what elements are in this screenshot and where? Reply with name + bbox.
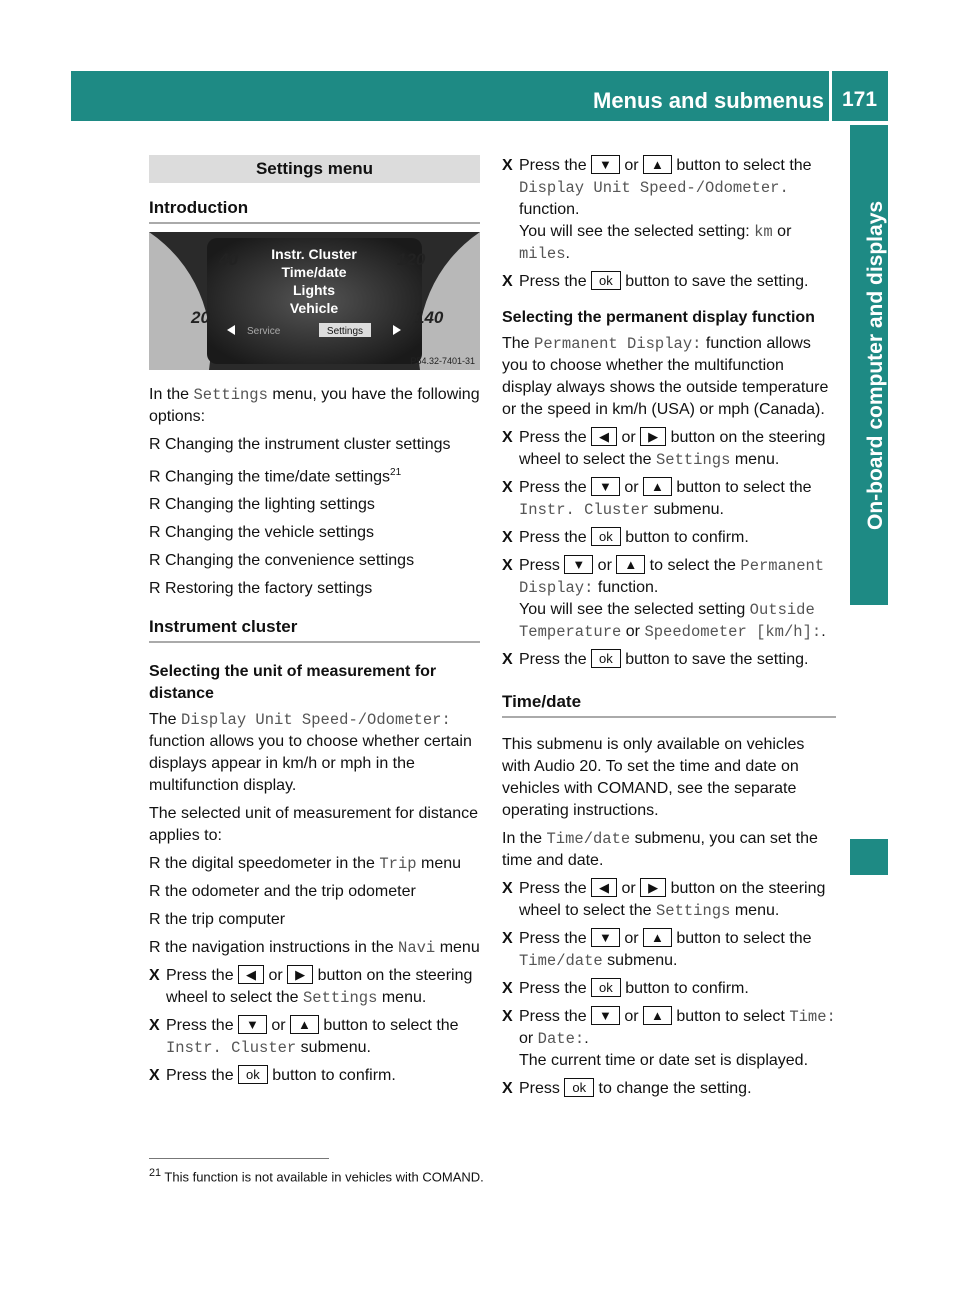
gauge-140: 140 — [415, 308, 444, 327]
section-title: Settings menu — [149, 155, 480, 183]
step: X Press the ok button to save the setting. — [502, 273, 809, 290]
up-key-icon: ▲ — [643, 477, 672, 496]
ok-key-icon: ok — [591, 649, 621, 668]
header-separator — [829, 71, 832, 121]
step: X Press the ▼ or ▲ button to select the Time/date submenu. — [502, 930, 812, 970]
list-item: R Changing the time/date settings$^{21}$ — [149, 467, 402, 486]
list-item: R the odometer and the trip odometer — [149, 883, 416, 901]
ok-key-icon: ok — [238, 1065, 268, 1084]
down-key-icon: ▼ — [591, 477, 620, 496]
left-key-icon: ◀ — [238, 965, 264, 984]
left-key-icon: ◀ — [591, 427, 617, 446]
left-key-icon: ◀ — [591, 878, 617, 897]
gauge-120: 120 — [397, 250, 426, 269]
step: X Press the ok button to confirm. — [149, 1067, 396, 1085]
time-date-paragraph: This submenu is only available on vehicles with Audio 20. To set the time and date on vehicles with COMAND, see the separate operating instructions. — [502, 736, 805, 819]
menu-line-4: Vehicle — [289, 300, 339, 316]
cluster-illustration — [149, 232, 480, 370]
down-key-icon: ▼ — [591, 1006, 620, 1025]
unit-heading: Selecting the unit of measurement for distance — [149, 663, 437, 703]
up-key-icon: ▲ — [643, 1006, 672, 1025]
step: X Press the ▼ or ▲ button to select the Instr. Cluster submenu. — [149, 1017, 459, 1058]
list-item: R the digital speedometer in the Trip menu — [149, 855, 462, 874]
right-key-icon: ▶ — [640, 427, 666, 446]
footnote: $^{21}$ This function is not available in vehicles with COMAND. — [149, 1167, 484, 1185]
ok-key-icon: ok — [591, 978, 621, 997]
ok-key-icon: ok — [564, 1078, 594, 1097]
step: X Press the ◀ or ▶ button on the steering wheel to select the Settings menu. — [502, 429, 826, 469]
unit-paragraph: The Display Unit Speed-/Odometer: function allows you to choose whether certain displays appear in km/h or mph in the multifunction display. — [149, 711, 472, 795]
right-key-icon: ▶ — [640, 878, 666, 897]
instrument-cluster-photo — [149, 232, 480, 370]
intro-heading: Introduction — [149, 197, 480, 224]
unit-paragraph-2: The selected unit of measurement for distance applies to: — [149, 805, 479, 845]
menu-line-1: Instr. Cluster — [271, 246, 357, 262]
step: X Press ok to change the setting. — [502, 1080, 752, 1097]
step: X Press the ◀ or ▶ button on the steering wheel to select the Settings menu. — [502, 880, 826, 920]
list-item: R Changing the instrument cluster settings — [149, 436, 451, 453]
settings-tab: Settings — [326, 326, 364, 337]
step: X Press the ▼ or ▲ button to select the Display Unit Speed-/Odometer. function. You will see the selected setting: km or miles. — [502, 157, 812, 263]
step: X Press ▼ or ▲ to select the Permanent Display: function. You will see the selected setting Outside Temperature or Speedometer [km/h]:. — [502, 557, 826, 641]
page-number: 171 — [842, 88, 878, 111]
time-date-heading: Time/date — [502, 691, 836, 718]
down-key-icon: ▼ — [564, 555, 593, 574]
step: X Press the ok button to save the setting. — [502, 651, 809, 668]
side-tab-label: On-board computer and displays — [864, 200, 887, 530]
time-date-paragraph-2: In the Time/date submenu, you can set the time and date. — [502, 830, 818, 869]
down-key-icon: ▼ — [591, 928, 620, 947]
step: X Press the ▼ or ▲ button to select the Instr. Cluster submenu. — [502, 479, 812, 519]
ok-key-icon: ok — [591, 527, 621, 546]
right-key-icon: ▶ — [287, 965, 313, 984]
image-code: P54.32-7401-31 — [410, 356, 475, 366]
up-key-icon: ▲ — [643, 928, 672, 947]
left-column — [149, 155, 480, 1093]
step: X Press the ▼ or ▲ button to select Time: or Date:. The current time or date set is displayed. — [502, 1008, 836, 1069]
down-key-icon: ▼ — [238, 1015, 267, 1034]
list-item: R the navigation instructions in the Navi menu — [149, 939, 480, 958]
service-tab: Service — [247, 326, 281, 337]
up-key-icon: ▲ — [290, 1015, 319, 1034]
list-item: R Changing the convenience settings — [149, 552, 415, 570]
menu-line-3: Lights — [293, 282, 335, 298]
up-key-icon: ▲ — [643, 155, 672, 174]
footnote-rule — [149, 1158, 329, 1159]
down-key-icon: ▼ — [591, 155, 620, 174]
permanent-paragraph: The Permanent Display: function allows you to choose whether the multifunction display always shows the outside temperature or the speed in km/h (USA) or mph (Canada). — [502, 335, 829, 418]
side-tab-marker — [850, 839, 888, 875]
gauge-20: 20 — [191, 308, 210, 327]
permanent-display-heading: Selecting the permanent display function — [502, 309, 815, 326]
page-header-title: Menus and submenus — [593, 88, 825, 113]
step: X Press the ◀ or ▶ button on the steering wheel to select the Settings menu. — [149, 967, 473, 1008]
list-item: R Restoring the factory settings — [149, 580, 373, 598]
list-item: R the trip computer — [149, 911, 286, 929]
intro-paragraph: In the Settings menu, you have the following options: — [149, 386, 480, 425]
instrument-cluster-heading: Instrument cluster — [149, 616, 480, 643]
menu-line-2: Time/date — [281, 264, 347, 280]
list-item: R Changing the lighting settings — [149, 496, 375, 514]
ok-key-icon: ok — [591, 271, 621, 290]
step: X Press the ok button to confirm. — [502, 980, 749, 997]
list-item: R Changing the vehicle settings — [149, 524, 375, 542]
up-key-icon: ▲ — [616, 555, 645, 574]
step: X Press the ok button to confirm. — [502, 529, 749, 546]
gauge-40: 40 — [219, 250, 238, 269]
right-column — [502, 155, 836, 1106]
